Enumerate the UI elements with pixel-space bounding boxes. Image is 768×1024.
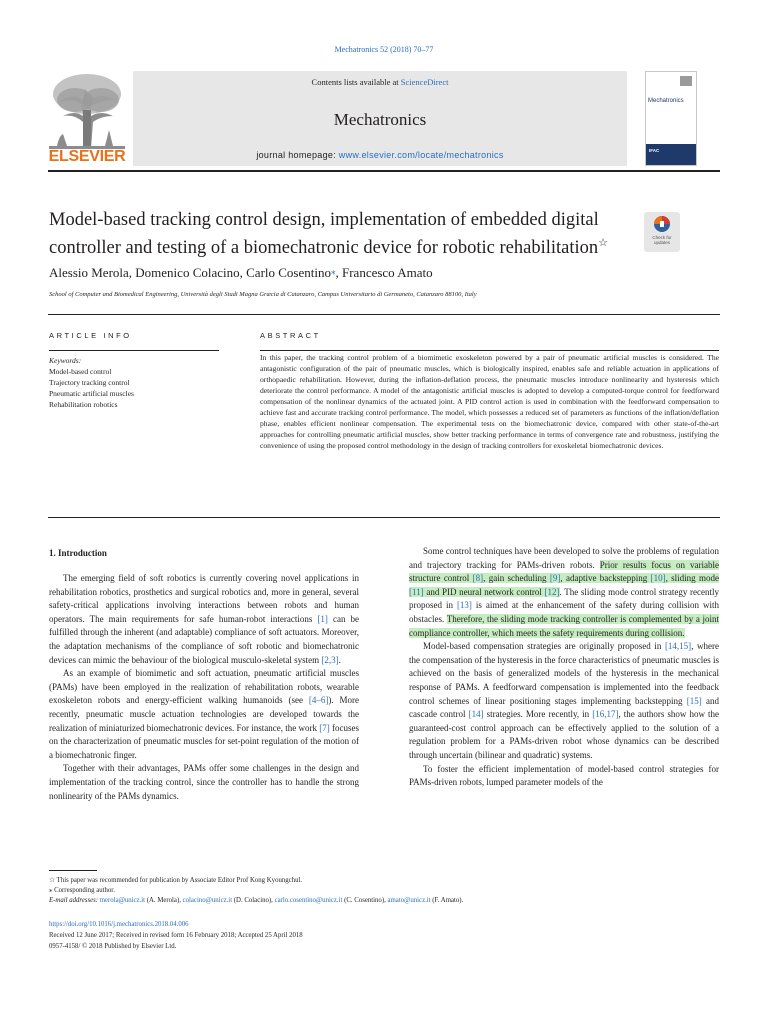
text-run: Model-based compensation strategies are originally proposed in	[423, 641, 665, 652]
text-run: focuses on the characterization of pneumatic muscles for set-point regulation of the motion of a biomechatronic finger.	[49, 722, 360, 760]
article-info-rule	[49, 350, 219, 351]
citation-link[interactable]: [7]	[319, 722, 330, 733]
cover-ifac-badge: IFAC	[649, 148, 660, 153]
check-for-updates-label: Check for updates	[652, 235, 672, 245]
article-title: Model-based tracking control design, implementation of embedded digital controller and testing of a biomechatronic device for robotic rehabilitation☆	[49, 210, 609, 259]
paragraph	[409, 640, 719, 762]
highlighted-text: and PID neural network control	[423, 586, 545, 597]
check-for-updates-icon[interactable]	[644, 212, 680, 252]
text-run: Together with their advantages, PAMs offer some challenges in the design and implementation of the tracking control, since the controller has to handle the strong nonlinearity of the PAMs dynamics.	[49, 763, 359, 801]
footnote-emails: E-mail addresses: merola@unicz.it (A. Merola), colacino@unicz.it (D. Colacino), carlo.cosentino@unicz.it (C. Cosentino), amato@unicz.it (F. Amato).	[49, 897, 464, 904]
citation-link[interactable]: [11]	[409, 586, 424, 597]
doi-link[interactable]: https://doi.org/10.1016/j.mechatronics.2018.04.006	[49, 921, 189, 928]
keyword-item: Model-based control	[49, 367, 112, 376]
abstract-bottom-rule	[48, 517, 720, 518]
sciencedirect-link[interactable]: ScienceDirect	[400, 77, 449, 87]
keyword-item: Pneumatic artificial muscles	[49, 389, 134, 398]
received-dates: Received 12 June 2017; Received in revised form 16 February 2018; Accepted 25 April 2018	[49, 932, 303, 939]
contents-available-line: Contents lists available at ScienceDirect	[311, 77, 449, 87]
footnote-rule	[49, 870, 97, 871]
text-run: . The sliding mode control strategy recently proposed in	[409, 586, 719, 611]
text-run: As an example of biomimetic and soft actuation, pneumatic artificial muscles (PAMs) have been employed in the realization of rehabilitation robots, wearable exoskeleton robots and energy-efficient walking humanoids (see	[49, 668, 359, 706]
keyword-item: Trajectory tracking control	[49, 378, 130, 387]
text-run: , the authors show how the guaranteed-cost control approach can be effectively applied to the solution of a regulation problem for a PAMs-driven robot whose dynamics can be described through uncertain (bilinear and quadratic) systems.	[409, 709, 719, 760]
author-list: Alessio Merola, Domenico Colacino, Carlo Cosentino⁎, Francesco Amato	[49, 265, 433, 280]
text-run: Some control techniques have been developed to solve the problems of regulation and trajectory tracking for PAMs-driven robots.	[409, 546, 719, 570]
email-link[interactable]: carlo.cosentino@unicz.it	[274, 897, 343, 904]
citation-link[interactable]: [8]	[472, 573, 484, 584]
highlighted-text: Therefore, the sliding mode tracking controller is complemented by a joint compliance controller, which meets the safety requirements during collision.	[409, 613, 720, 638]
citation-link[interactable]: [13]	[456, 600, 472, 611]
citation-link[interactable]: [4–6]	[308, 695, 329, 706]
author-affiliation: School of Computer and Biomedical Engineering, Università degli Studi Magna Græcia di Catanzaro, Campus Universitario di Germaneto, Catanzaro 88100, Italy	[49, 291, 477, 298]
citation-link[interactable]: [14]	[468, 709, 484, 720]
highlighted-text: Prior results focus on variable structure control	[409, 559, 719, 584]
title-rule	[48, 314, 720, 315]
title-footnote-mark[interactable]: ☆	[598, 237, 609, 249]
highlighted-text: , gain scheduling	[483, 573, 550, 584]
text-run: , where the compensation of the hysteresis in the force characteristics of pneumatic muscles is achieved on the basis of generalized models of the hysteresis in the mechanical response of PAMs. A feedforward compensation is implemented into the feedback control schemes of linear positioning stages implementing backstepping	[409, 641, 719, 706]
footnote-recommendation: ☆ This paper was recommended for publication by Associate Editor Prof Kong Kyoungchul.	[49, 877, 303, 884]
text-run: .	[338, 654, 341, 665]
publisher-name: ELSEVIER	[48, 148, 126, 165]
paragraph	[409, 763, 719, 790]
corresponding-author-mark[interactable]: ⁎	[330, 266, 336, 276]
text-run: ). More recently, pneumatic muscle actuation technologies are developed towards the realization of miniaturized biomechatronic devices. For instance, the work	[49, 695, 359, 733]
highlighted-text: , adaptive backstepping	[560, 573, 651, 584]
cover-mark-icon	[680, 76, 692, 86]
abstract-text: In this paper, the tracking control problem of a biomimetic exoskeleton powered by a pair of pneumatic artificial muscles is considered. The antagonistic configuration of the pair of pneumatic muscles, which is biologically inspired, enables safe and reliable actuation in applications of orthopaedic rehabilitation. However, during the inflation-deflation process, the pneumatic muscles introduce nonlinearity and hysteresis which deteriorate the control performance. A model of the antagonistic artificial muscles is adopted to develop a computed-torque control for feedforward compensation of the nonlinear dynamics of the actuated joint. A PID control action is used in combination with the feedforward compensation to achieve fast and accurate tracking control performance. The model, which possesses a reduced set of parameters as functions of the inflation/deflation phase, enables efficient nonlinear compensation. The experimental tests on the biomechatronic device, compared with other state-of-the-art approaches for controlling pneumatic artificial muscles, show better tracking performance in terms of convergence rate and robustness, justifying the convenience of using the proposed control methodology in the design of tracking controllers for exoskeletal biomechatronic devices.	[260, 353, 719, 450]
footnote-corresponding: ⁎ Corresponding author.	[49, 887, 115, 894]
keyword-item: Rehabilitation robotics	[49, 400, 118, 409]
body-column-right	[409, 545, 719, 790]
citation-link[interactable]: [16,17]	[592, 709, 619, 720]
text-run: can be fulfilled through the inherent (and adaptable) compliance of soft actuators. Moreover, the adaptation mechanisms of the compliance of soft robotic and biomechatronic devices can mimic the behaviour of the biological musculo-skeletal system	[49, 613, 359, 665]
header-rule	[48, 170, 720, 172]
paragraph	[409, 545, 719, 640]
section-heading-introduction: 1. Introduction	[49, 548, 107, 558]
journal-homepage-link[interactable]: www.elsevier.com/locate/mechatronics	[338, 150, 504, 160]
paragraph	[49, 572, 359, 667]
text-run: and cascade control	[409, 695, 719, 720]
citation-link[interactable]: [15]	[686, 695, 702, 706]
citation-link[interactable]: [14,15]	[664, 641, 692, 652]
text-run: The emerging field of soft robotics is currently covering novel applications in rehabilitation robotics, prosthetics and surgical robotics and, more in general, several safety-critical applications involving interactions between robots and human operators. The main requirements for safe human-robot interactions	[49, 573, 359, 624]
body-column-left	[49, 572, 359, 803]
email-link[interactable]: amato@unicz.it	[387, 897, 431, 904]
paragraph	[49, 762, 359, 803]
text-run: To foster the efficient implementation of model-based control strategies for PAMs-driven robots, lumped parameter models of the	[409, 763, 719, 788]
keywords-label: Keywords:	[49, 356, 82, 365]
citation-link[interactable]: [12]	[544, 586, 560, 597]
citation-link[interactable]: [1]	[317, 613, 328, 624]
journal-title: Mechatronics	[333, 110, 427, 129]
citation-link[interactable]: [10]	[650, 573, 666, 584]
citation-link[interactable]: [2,3]	[321, 654, 339, 665]
abstract-heading: ABSTRACT	[260, 331, 321, 340]
citation-link[interactable]: [9]	[549, 573, 561, 584]
highlighted-text: , sliding mode	[665, 573, 719, 584]
journal-homepage-line: journal homepage: www.elsevier.com/locate/mechatronics	[256, 150, 504, 160]
text-run: strategies. More recently, in	[483, 709, 593, 720]
cover-journal-name: Mechatronics	[648, 98, 684, 104]
abstract-rule	[260, 350, 719, 351]
article-info-heading: ARTICLE INFO	[49, 331, 132, 340]
copyright-line: 0957-4158/ © 2018 Published by Elsevier Ltd.	[49, 943, 177, 950]
email-link[interactable]: colacino@unicz.it	[182, 897, 233, 904]
keywords-block	[49, 355, 219, 410]
text-run: is aimed at the enhancement of the safety during collision with obstacles.	[409, 600, 720, 624]
email-link[interactable]: merola@unicz.it	[99, 897, 146, 904]
journal-citation[interactable]: Mechatronics 52 (2018) 70–77	[334, 45, 434, 54]
paragraph	[49, 667, 359, 762]
journal-cover-thumbnail[interactable]	[645, 71, 697, 166]
